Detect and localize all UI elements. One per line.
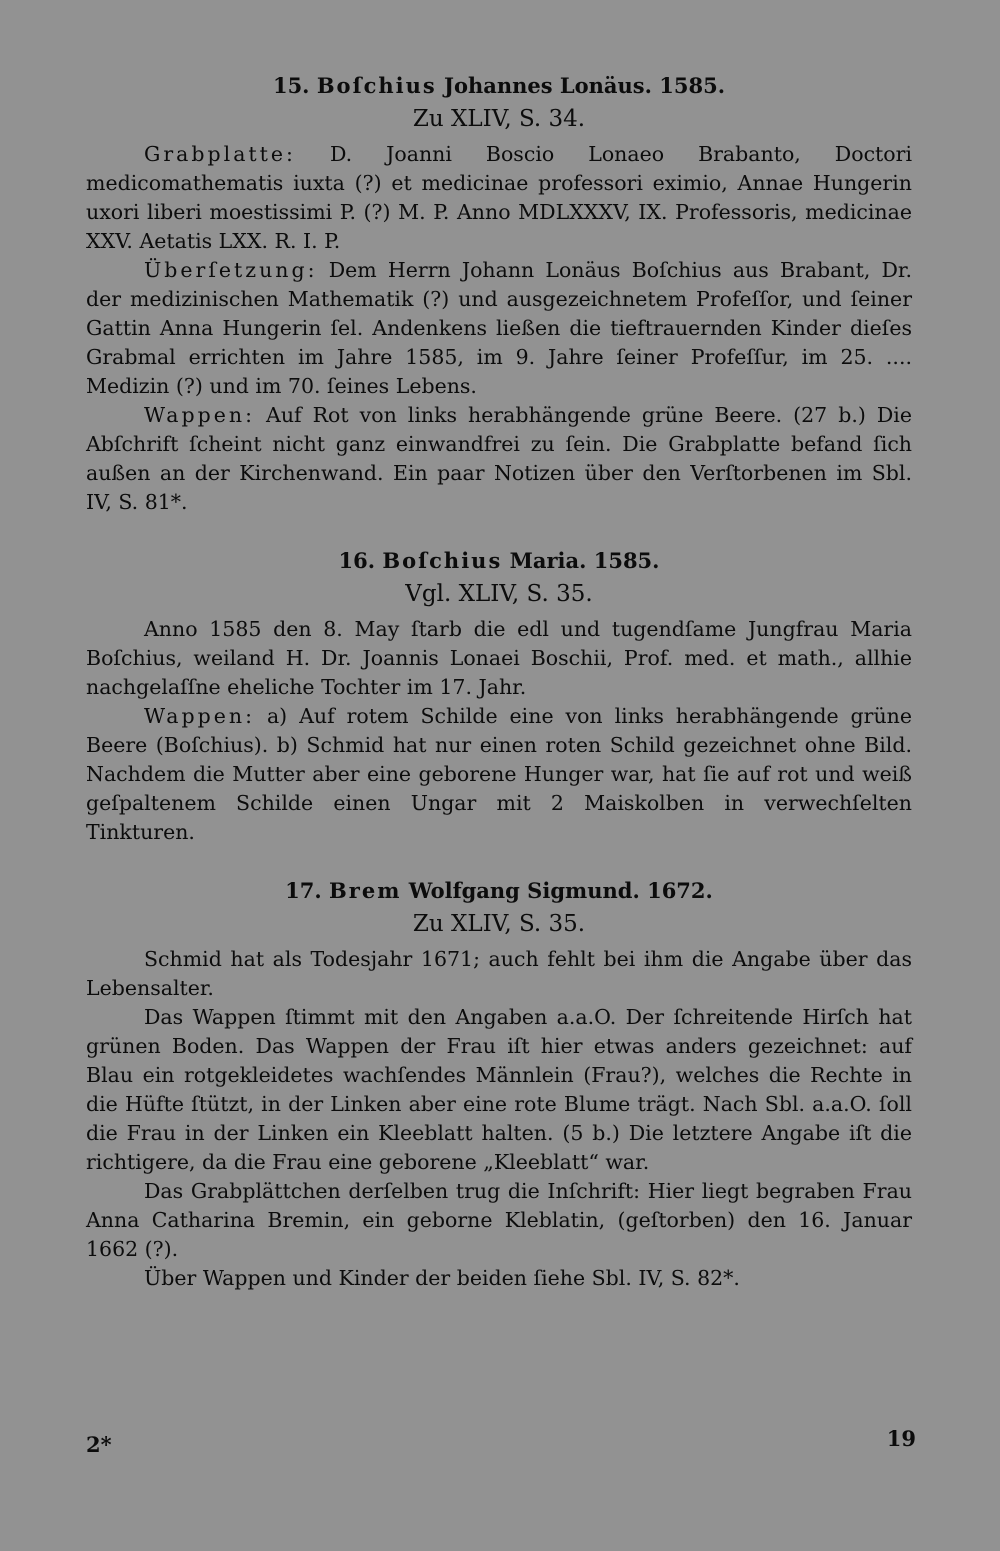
entry-given-name: Maria.: [509, 548, 587, 573]
entry-heading: [86, 875, 912, 907]
paragraph-text: Über Wappen und Kinder der beiden ſiehe Sbl. IV, S. 82*.: [144, 1266, 740, 1290]
entry-heading: [86, 545, 912, 577]
entry-reference: Zu XLIV, S. 35.: [412, 911, 586, 937]
paragraph-text: Das Wappen ſtimmt mit den Angaben a.a.O. Der ſchreitende Hirſch hat grünen Boden. Das Wappen der Frau iſt hier etwas anders gezeichnet: auf Blau ein rotgekleidetes wachſendes Männlein (Frau?), welches die Rechte in die Hüfte ſtützt, in der Linken aber eine rote Blume trägt. Nach Sbl. a.a.O. ſoll die Frau in der Linken ein Kleeblatt halten. (5 b.) Die letztere Angabe iſt die richtigere, da die Frau eine geborene „Kleeblatt“ war.: [86, 1005, 912, 1174]
paragraph: [86, 1003, 912, 1177]
paragraph-text: Das Grabplättchen derſelben trug die Inſchrift: Hier liegt begraben Frau Anna Catharina Bremin, ein geborne Kleblatin, (geſtorben) den 16. Januar 1662 (?).: [86, 1179, 912, 1261]
page-number: 19: [886, 1426, 916, 1451]
entry-heading: [86, 70, 912, 102]
paragraph: [86, 256, 912, 401]
paragraph-lead: Grabplatte:: [144, 142, 296, 166]
signature-mark: 2*: [86, 1432, 112, 1457]
paragraph-lead: Überſetzung:: [144, 258, 318, 282]
paragraph-text: D. Joanni Boscio Lonaeo Brabanto, Doctori medicomathematis iuxta (?) et medicinae professori eximio, Annae Hungerin uxori liberi moestissimi P. (?) M. P. Anno MDLXXXV, IX. Professoris, medicinae XXV. Aetatis LXX. R. I. P.: [86, 142, 912, 253]
paragraph: [86, 945, 912, 1003]
paragraph: [86, 615, 912, 702]
entry-15: [86, 70, 912, 517]
paragraph: [86, 1177, 912, 1264]
paragraph-lead: Wappen:: [144, 704, 255, 728]
document-page: [86, 70, 912, 1530]
entry-surname: Boſchius: [382, 548, 503, 573]
paragraph-lead: Wappen:: [144, 403, 255, 427]
entry-surname: Brem: [329, 878, 402, 903]
entry-number: 16.: [338, 548, 376, 573]
entry-surname: Boſchius: [316, 73, 437, 98]
entry-year: 1585.: [593, 548, 660, 573]
paragraph-text: Anno 1585 den 8. May ſtarb die edl und tugendſame Jungfrau Maria Boſchius, weiland H. Dr. Joannis Lonaei Boschii, Prof. med. et math., allhie nachgelaſſne eheliche Tochter im 17. Jahr.: [86, 617, 912, 699]
paragraph: [86, 401, 912, 517]
entry-17: [86, 875, 912, 1293]
entry-given-name: Wolfgang Sigmund.: [408, 878, 640, 903]
entry-16: [86, 545, 912, 847]
entry-year: 1585.: [659, 73, 726, 98]
entry-number: 17.: [285, 878, 322, 903]
paragraph: [86, 702, 912, 847]
entry-reference: Zu XLIV, S. 34.: [412, 106, 586, 132]
paragraph-text: Dem Herrn Johann Lonäus Boſchius aus Brabant, Dr. der medizinischen Mathematik (?) und ausgezeichnetem Profeſſor, und ſeiner Gattin Anna Hungerin ſel. Andenkens ließen die tieftrauernden Kinder dieſes Grabmal errichten im Jahre 1585, im 9. Jahre ſeiner Profeſſur, im 25. .... Medizin (?) und im 70. ſeines Lebens.: [86, 258, 912, 398]
entry-given-name: Johannes Lonäus.: [444, 73, 652, 98]
entry-reference: Vgl. XLIV, S. 35.: [405, 581, 593, 607]
paragraph-text: Auf Rot von links herabhängende grüne Beere. (27 b.) Die Abſchrift ſcheint nicht ganz einwandfrei zu ſein. Die Grabplatte befand ſich außen an der Kirchenwand. Ein paar Notizen über den Verſtorbenen im Sbl. IV, S. 81*.: [86, 403, 912, 514]
paragraph: [86, 140, 912, 256]
paragraph-text: a) Auf rotem Schilde eine von links herabhängende grüne Beere (Boſchius). b) Schmid hat nur einen roten Schild gezeichnet ohne Bild. Nachdem die Mutter aber eine geborene Hunger war, hat ſie auf rot und weiß geſpaltenem Schilde einen Ungar mit 2 Maiskolben in verwechſelten Tinkturen.: [86, 704, 912, 844]
entry-number: 15.: [272, 73, 310, 98]
page-footer: [86, 1426, 916, 1464]
paragraph-text: Schmid hat als Todesjahr 1671; auch fehlt bei ihm die Angabe über das Lebensalter.: [86, 947, 912, 1000]
paragraph: [86, 1264, 912, 1293]
entry-year: 1672.: [647, 878, 713, 903]
